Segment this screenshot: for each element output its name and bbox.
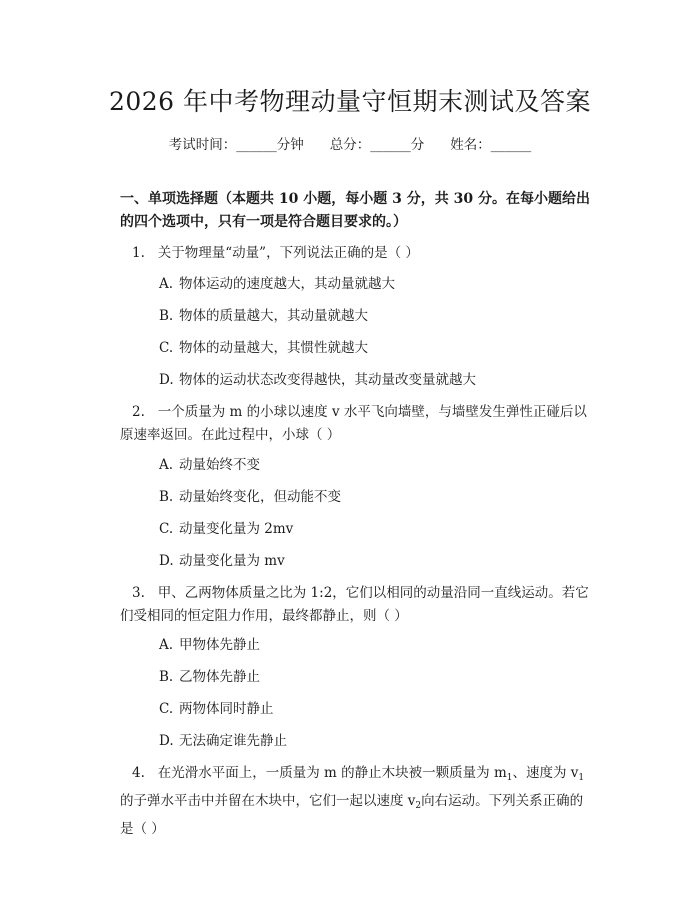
option-text: 物体运动的速度越大，其动量就越大 — [179, 276, 395, 292]
question-stem — [120, 765, 584, 837]
stem-part: 、速度为 v — [512, 765, 579, 781]
question-stem: 甲、乙两物体质量之比为 1:2，它们以相同的动量沿同一直线运动。若它们受相同的恒定阻力作用，最终都静止，则（ ） — [120, 585, 589, 624]
option-text: 动量变化量为 mv — [179, 553, 285, 569]
question-2 — [120, 401, 592, 447]
q1-option-a — [159, 274, 599, 294]
question-1 — [120, 242, 592, 265]
option-text: 物体的运动状态改变得越快，其动量改变量就越大 — [179, 372, 476, 388]
question-stem: 一个质量为 m 的小球以速度 v 水平飞向墙壁，与墙壁发生弹性正碰后以原速率返回。在此过程中，小球（ ） — [120, 404, 587, 443]
q3-option-b — [159, 667, 599, 687]
option-text: 两物体同时静止 — [179, 701, 274, 717]
option-letter: D. — [159, 733, 174, 749]
q3-option-a — [159, 635, 599, 655]
q2-option-c — [159, 519, 599, 539]
section-heading: 一、单项选择题（本题共 10 小题，每小题 3 分，共 30 分。在每小题给出的四个选项中，只有一项是符合题目要求的。） — [120, 191, 590, 230]
option-letter: B. — [159, 669, 174, 685]
q2-option-a — [159, 455, 599, 475]
stem-part: 向右运动。下列关系正确的是（ ） — [120, 793, 584, 837]
question-number: 3. — [132, 585, 145, 601]
subscript: 2 — [415, 801, 422, 811]
q1-option-d — [159, 370, 599, 390]
question-number: 2. — [132, 404, 145, 420]
q2-option-d — [159, 551, 599, 571]
question-number: 4. — [132, 765, 145, 781]
option-letter: B. — [159, 308, 174, 324]
option-letter: A. — [159, 637, 174, 653]
option-letter: A. — [159, 276, 174, 292]
option-letter: D. — [159, 553, 174, 569]
option-text: 甲物体先静止 — [179, 637, 260, 653]
q1-option-c — [159, 338, 599, 358]
subscript: 1 — [578, 773, 585, 783]
option-text: 物体的质量越大，其动量就越大 — [179, 308, 368, 324]
option-letter: C. — [159, 340, 174, 356]
question-number: 1. — [132, 245, 145, 261]
option-letter: D. — [159, 372, 174, 388]
option-letter: B. — [159, 489, 174, 505]
stem-part: 在光滑水平面上，一质量为 m 的静止木块被一颗质量为 m — [157, 765, 507, 781]
option-text: 动量始终不变 — [179, 457, 260, 473]
option-letter: C. — [159, 701, 174, 717]
option-text: 乙物体先静止 — [179, 669, 260, 685]
q3-option-c — [159, 699, 599, 719]
subscript: 1 — [506, 773, 513, 783]
option-text: 动量变化量为 2mv — [179, 521, 294, 537]
question-4 — [120, 762, 592, 841]
option-text: 动量始终变化，但动能不变 — [179, 489, 341, 505]
q3-option-d — [159, 731, 599, 751]
question-stem: 关于物理量“动量”，下列说法正确的是（ ） — [157, 245, 419, 261]
stem-part: 的子弹水平击中并留在木块中，它们一起以速度 v — [120, 793, 416, 809]
exam-info-line — [0, 133, 700, 153]
total-score-field: 总分：______分 — [329, 137, 425, 153]
option-letter: C. — [159, 521, 174, 537]
option-text: 物体的动量越大，其惯性就越大 — [179, 340, 368, 356]
question-3 — [120, 582, 592, 628]
q2-option-b — [159, 487, 599, 507]
exam-time-field: 考试时间：______分钟 — [168, 137, 304, 153]
q1-option-b — [159, 306, 599, 326]
option-letter: A. — [159, 457, 174, 473]
page-title: 2026 年中考物理动量守恒期末测试及答案 — [108, 87, 592, 116]
option-text: 无法确定谁先静止 — [179, 733, 287, 749]
student-name-field: 姓名：______ — [450, 137, 532, 153]
